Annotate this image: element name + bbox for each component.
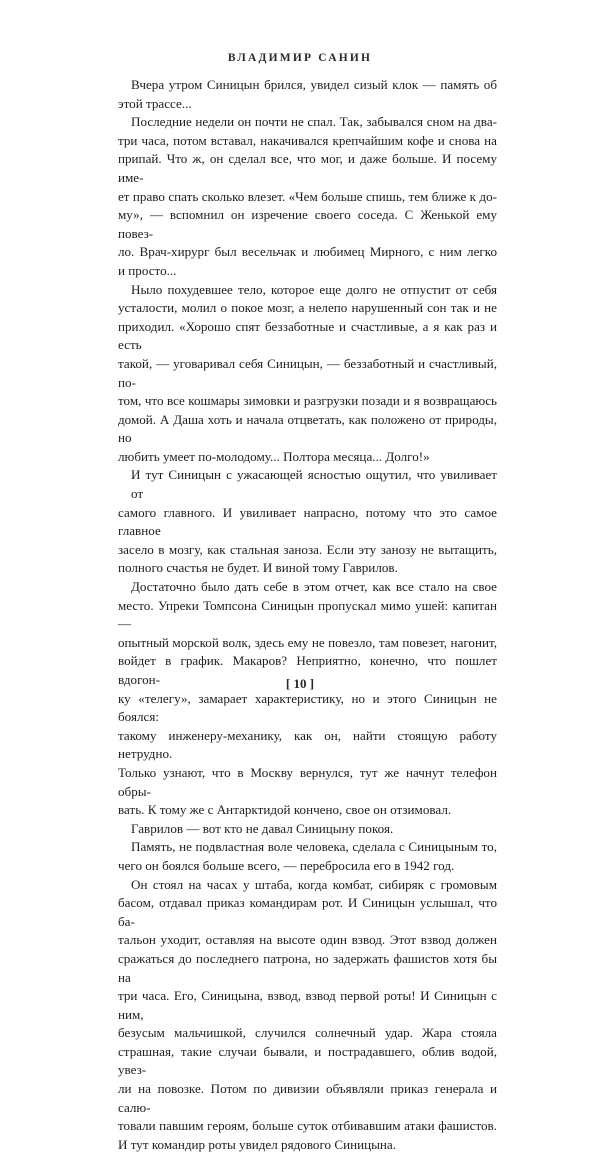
text-line: этой трассе... [118, 95, 192, 111]
text-line: ло. Врач-хирург был весельчак и любимец Мирного, с ним легко [118, 244, 497, 260]
text-line: тальон уходит, оставляя на высоте один взвод. Этот взвод должен [118, 932, 497, 948]
text-line: том, что все кошмары зимовки и разгрузки позади и я возвращаюсь [118, 393, 497, 409]
text-line: страшная, такие случаи бывали, и пострадавшего, облив водой, увез- [118, 1043, 497, 1078]
text-line: усталости, молил о покое мозг, а нелепо нарушенный сон так и не [118, 300, 497, 316]
text-line: Память, не подвластная воле человека, сделала с Синицыным то, [131, 839, 497, 855]
text-line: место. Упреки Томпсона Синицын пропускал мимо ушей: капитан — [118, 597, 497, 632]
text-line: вать. К тому же с Антарктидой кончено, свое он отзимовал. [118, 802, 452, 818]
text-line: ет право спать сколько влезет. «Чем больше спишь, тем ближе к до- [118, 188, 497, 204]
text-line: И тут командир роты увидел рядового Синицына. [118, 1136, 396, 1152]
paragraph [118, 281, 497, 467]
paragraph [118, 876, 497, 1154]
text-line: самого главного. И увиливает напрасно, потому что это самое главное [118, 504, 497, 539]
text-line: чего он боялся больше всего, — перебросила его в 1942 год. [118, 857, 455, 873]
text-line: опытный морской волк, здесь ему не повезло, там повезет, нагонит, [118, 634, 497, 650]
text-line: Последние недели он почти не спал. Так, забывался сном на два- [131, 114, 497, 130]
paragraph [118, 466, 497, 578]
text-line: ли на повозке. Потом по дивизии объявляли приказ генерала и салю- [118, 1081, 497, 1115]
text-line: засело в мозгу, как стальная заноза. Если эту занозу не вытащить, [118, 541, 497, 557]
text-line: домой. А Даша хоть и начала отцветать, как положено от природы, но [118, 411, 497, 446]
paragraph [118, 820, 497, 839]
text-line: приходил. «Хорошо спят беззаботные и счастливые, а я как раз и есть [118, 318, 497, 353]
text-line: И тут Синицын с ужасающей ясностью ощутил, что увиливает от [131, 467, 497, 502]
text-line: припай. Что ж, он сделал все, что мог, и даже больше. И посему име- [118, 151, 497, 185]
text-line: Только узнают, что в Москву вернулся, тут же начнут телефон обры- [118, 764, 497, 799]
text-line: такому инженеру-механику, как он, найти стоящую работу нетрудно. [118, 727, 497, 762]
text-line: товали павшим героям, больше суток отбивавшим атаки фашистов. [118, 1118, 497, 1134]
text-line: полного счастья не будет. И виной тому Гаврилов. [118, 560, 398, 576]
text-line: любить умеет по-молодому... Полтора месяца... Долго!» [118, 448, 430, 464]
text-line: такой, — уговаривал себя Синицын, — беззаботный и счастливый, по- [118, 355, 497, 390]
text-line: басом, отдавал приказ командирам рот. И Синицын услышал, что ба- [118, 895, 497, 929]
text-line: три часа. Его, Синицына, взвод, взвод первой роты! И Синицын с ним, [118, 988, 497, 1022]
page-number: [ 10 ] [285, 676, 315, 691]
text-line: му», — вспомнил он изречение своего соседа. С Женькой ему повез- [118, 207, 497, 241]
text-line: три часа, потом вставал, накачивался крепчайшим кофе и снова на [118, 132, 497, 148]
text-line: Он стоял на часах у штаба, когда комбат, сибиряк с громовым [131, 876, 497, 892]
text-line: безусым мальчишкой, случился солнечный удар. Жара стояла [118, 1025, 497, 1041]
paragraph [118, 76, 497, 113]
paragraph [118, 113, 497, 280]
paragraph [118, 578, 497, 820]
body-text [118, 76, 497, 1154]
text-line: сражаться до последнего патрона, но задержать фашистов хотя бы на [118, 950, 497, 985]
running-header: ВЛАДИМИР САНИН [227, 52, 373, 64]
text-line: Достаточно было дать себе в этом отчет, как все стало на свое [131, 579, 497, 595]
text-line: ку «телегу», замарает характеристику, но и этого Синицын не боялся: [118, 690, 497, 725]
text-line: Гаврилов — вот кто не давал Синицыну покоя. [131, 820, 394, 836]
paragraph [118, 838, 497, 875]
text-line: Вчера утром Синицын брился, увидел сизый клок — память об [131, 77, 497, 92]
text-line: войдет в график. Макаров? Неприятно, конечно, что пошлет вдогон- [118, 653, 497, 687]
text-line: и просто... [118, 262, 177, 278]
text-line: Ныло похудевшее тело, которое еще долго не отпустит от себя [131, 281, 497, 297]
